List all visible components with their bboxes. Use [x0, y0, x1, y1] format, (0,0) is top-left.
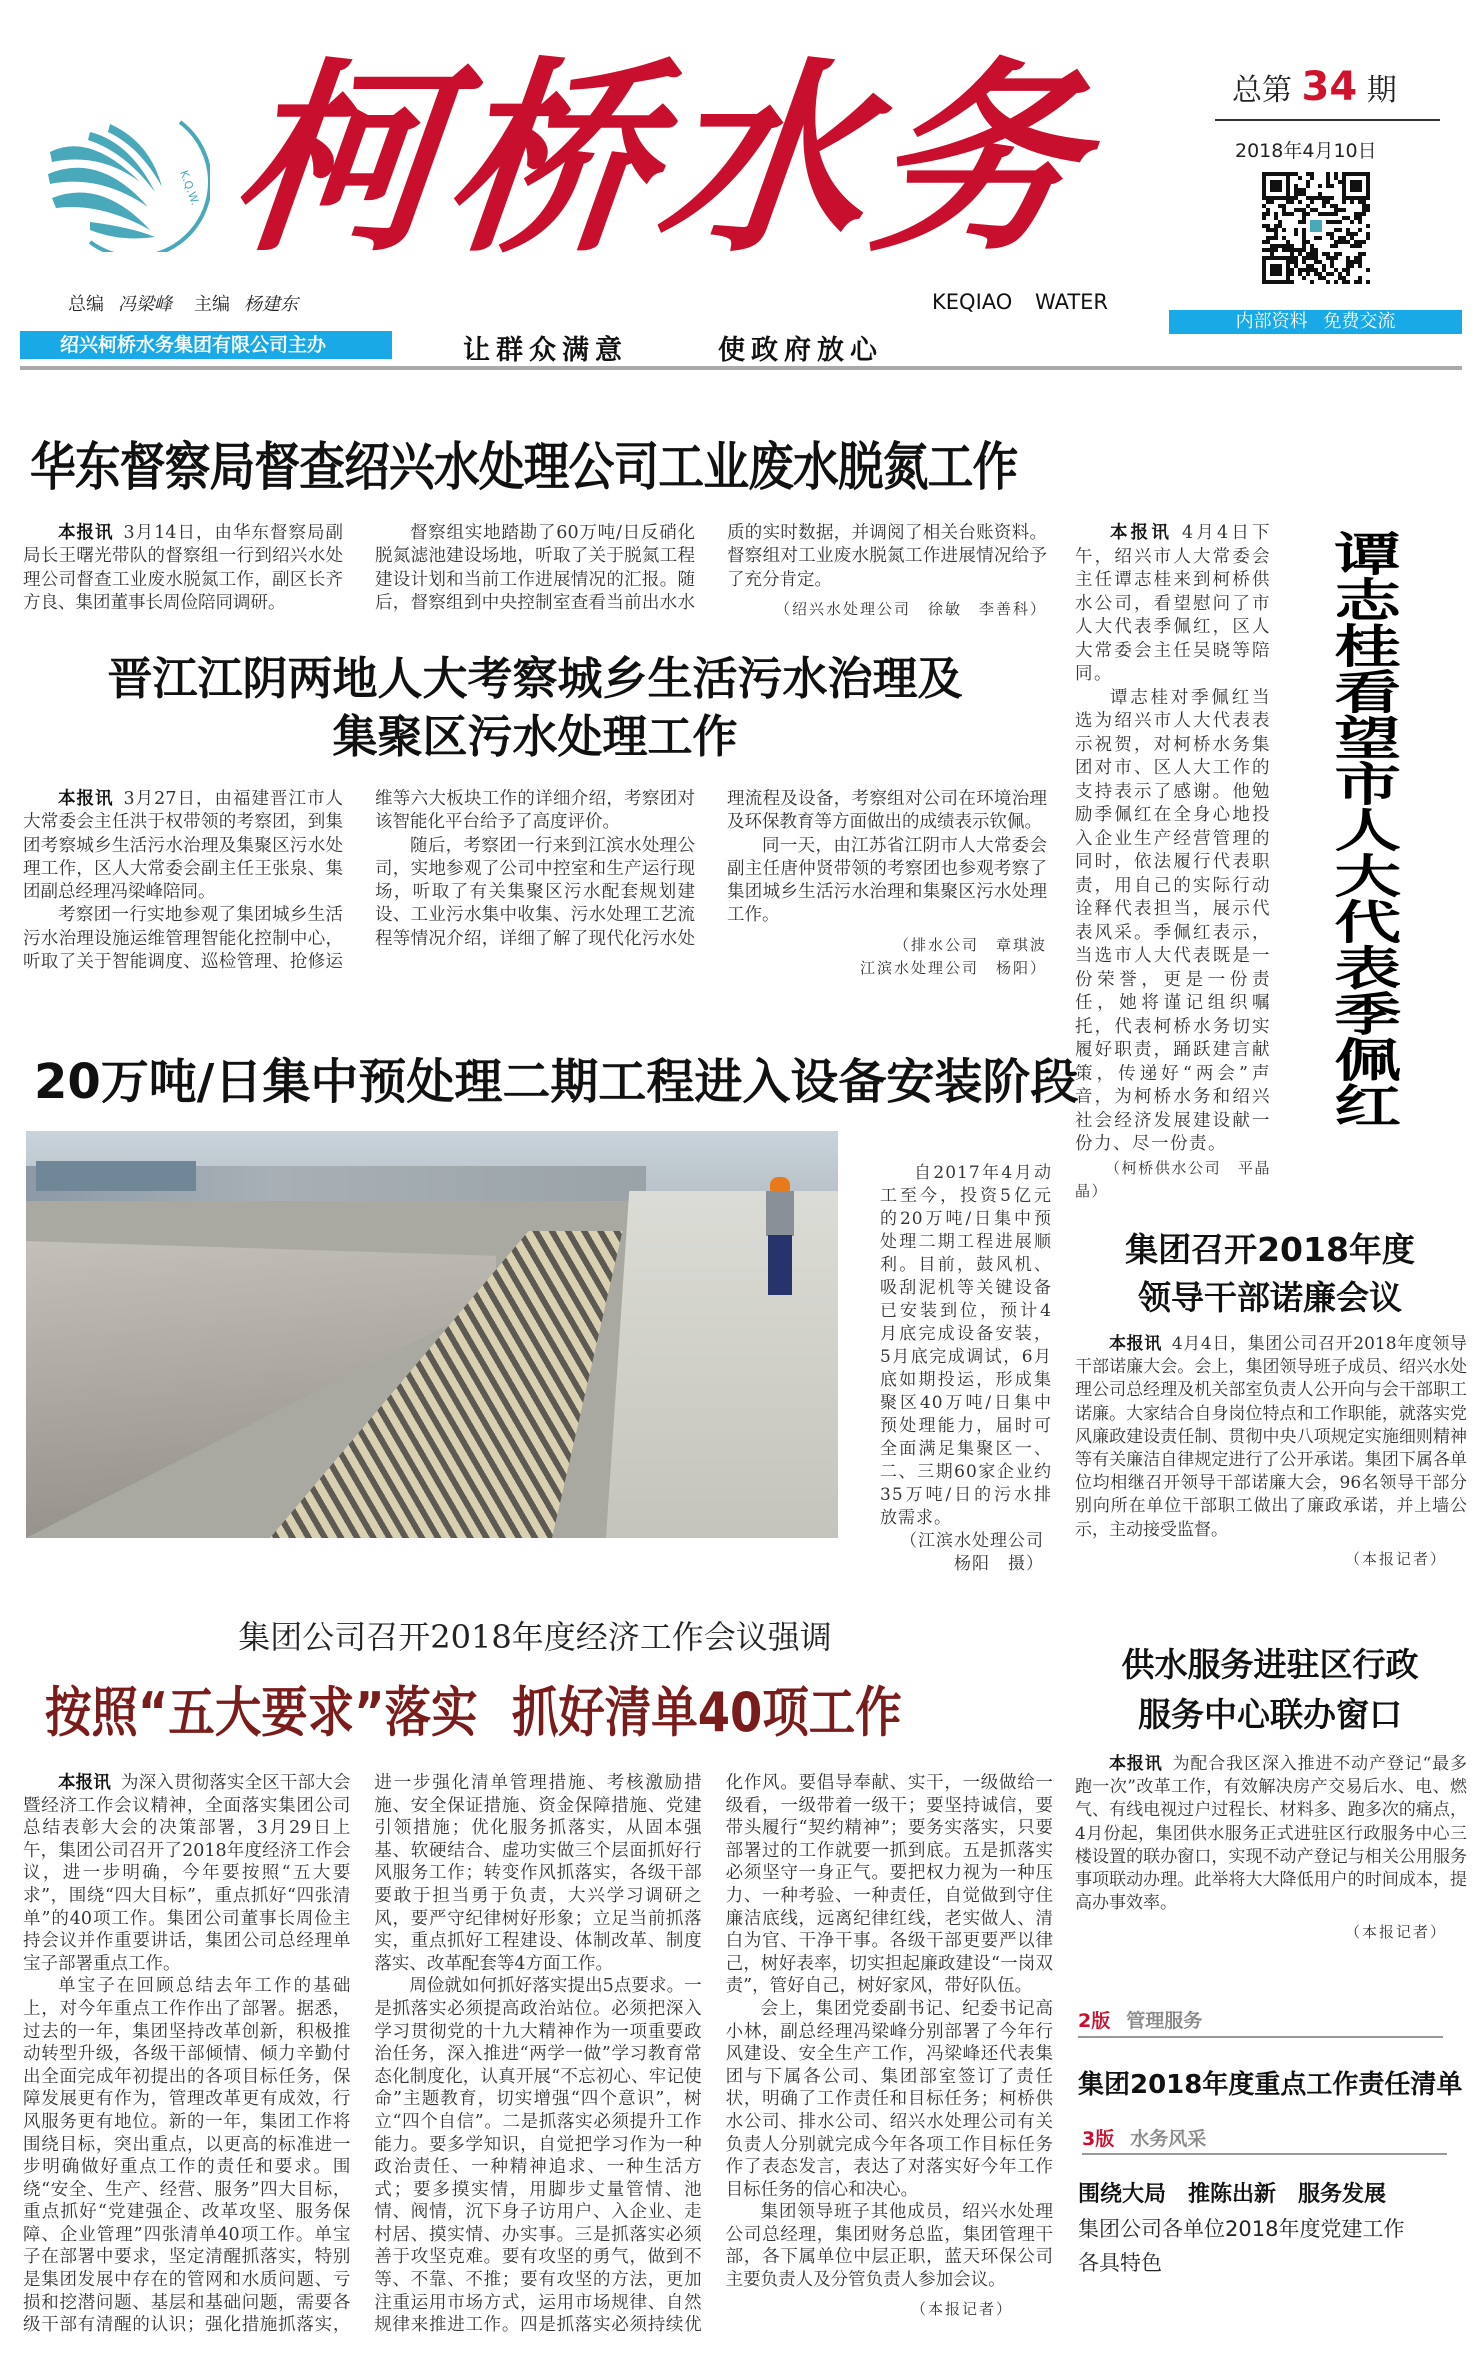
article1-headline[interactable]: 华东督察局督查绍兴水处理公司工业废水脱氮工作 [30, 438, 1018, 498]
headline-line: 集团召开2018年度 [1125, 1230, 1415, 1269]
article7-headline[interactable] [1075, 1640, 1465, 1740]
article2-body [23, 788, 1047, 980]
caption-text: 自2017年4月动工至今，投资5亿元的20万吨/日集中预处理二期工程进展顺利。目前，鼓风机、吸刮泥机等关键设备已安装到位，预计4月底完成设备安装，5月底完成调试，6月底如期投运，形成集聚区40万吨/日集中预处理能力，届时可全面满足集聚区一、二、三期60家企业约35万吨/日的污水排放需求。 [880, 1163, 1052, 1528]
article2-headline[interactable] [0, 650, 1070, 766]
article-lead: 本报讯 [1109, 1754, 1163, 1774]
article-lead: 本报讯 [58, 1773, 111, 1793]
byline-line: 江滨水处理公司 杨阳） [859, 959, 1047, 978]
article6-paragraph: 周俭就如何抓好落实提出5点要求。一是抓落实必须提高政治站位。必须把深入学习贯彻党的十九大精神作为一项重要政治任务，深入推进“两学一做”学习教育常态化制度化，认真开展“不忘初心、牢记使命”主题教育，切实增强“四个意识”，树立“四个自信”。二是抓落实必须提升工作能力。要多学知识，自觉把学习作为一种政治责任、一种精神追求、一种生活方式；要多摸实情，用脚步丈量管情、池情、阀情，沉下身子访用户、入企业、走村居、摸实情、办实事。三是抓落实必须善于攻坚克难。要有攻坚的勇气，做到不等、不靠、不推；要有攻坚的方法，更加注重运用市场方式，运用市场规律、自然规律来推进工作。四是抓落实必须持续优化作风。要倡导奉献、实干，一级做给一级看，一级带着一级干；要坚持诚信，要带头履行“契约精神”；要务实落实，只要部署过的工作就要一抓到底。五是抓落实必须坚守一身正气。要把权力视为一种压力、一种考验、一种责任，自觉做到守住廉洁底线，远离纪律红线，老实做人、清白为官、干净干事。各级干部更要严以律己，树好表率，切实担起廉政建设“一岗双责”，管好自己，树好家风，带好队伍。 [374, 1773, 1053, 2336]
photo-byline [880, 1530, 1052, 1576]
article7-byline: （本报记者） [1344, 1923, 1447, 1942]
subhead-line: 集团公司各单位2018年度党建工作 [1078, 2217, 1405, 2241]
article2-byline [727, 934, 1047, 981]
issue-suffix: 期 [1366, 73, 1397, 108]
headline-line: 领导干部诺廉会议 [1138, 1278, 1402, 1317]
masthead-title: 柯桥水务 [222, 40, 1100, 280]
paragraph-text: 3月14日，由华东督察局副局长王曙光带队的督察组一行到绍兴水处理公司督查工业废水脱氮工作，副区长齐方良、集团董事长周俭陪同调研。 [23, 523, 344, 613]
editor-in-chief-label: 总编 [68, 294, 104, 315]
edition-number: 2版 [1078, 2010, 1111, 2032]
section-name: 管理服务 [1126, 2010, 1203, 2032]
article6-paragraph [23, 1772, 350, 1975]
article1-paragraph [23, 522, 343, 615]
internal-note: 内部资料 免费交流 [1169, 310, 1462, 334]
article5-paragraph [1075, 1333, 1467, 1542]
article4-paragraph: 谭志桂对季佩红当选为绍兴市人大代表表示祝贺，对柯桥水务集团对市、区人大工作的支持表示了感谢。他勉励季佩红在全身心地投入企业生产经营管理的同时，依法履行代表职责，用自己的实际行动诠释代表担当，展示代表风采。季佩红表示，当选市人大代表既是一份荣誉，更是一份责任，她将谨记组织嘱托，代表柯桥水务切实履好职责，踊跃建言献策，传递好“两会”声音，为柯桥水务和绍兴社会经济发展建设献一份力、尽一份责。 [1075, 687, 1271, 1154]
construction-photo [26, 1131, 838, 1538]
paragraph-text: 为配合我区深入推进不动产登记“最多跑一次”改革工作，有效解决房产交易后水、电、燃气、有线电视过户过程长、材料多、跑多次的痛点，4月份起，集团供水服务正式进驻区行政服务中心三楼设置的联办窗口，实现不动产登记与相关公用服务事项联动办理。此举将大大降低用户的时间成本，提高办事效率。 [1075, 1754, 1467, 1914]
divider [1078, 2036, 1443, 2038]
qr-code[interactable] [1262, 172, 1370, 284]
article4-byline: （柯桥供水公司 平晶晶） [1075, 1158, 1271, 1200]
edition-number: 3版 [1082, 2128, 1115, 2150]
issue-number [1232, 64, 1397, 110]
paragraph-text: 4月4日，集团公司召开2018年度领导干部诺廉大会。会上，集团领导班子成员、绍兴水处理公司总经理及机关部室负责人公开向与会干部职工诺廉。大家结合自身岗位特点和工作职能，就落实党风廉政建设责任制、贯彻中央八项规定实施细则精神等有关廉洁自律规定进行了公开承诺。集团下属各单位均相继召开领导干部诺廉大会，96名领导干部分别向所在单位干部职工做出了廉政承诺，并上墙公示，主动接受监督。 [1075, 1334, 1467, 1540]
page3-subhead[interactable] [1078, 2212, 1404, 2280]
section-name: 水务风采 [1130, 2128, 1207, 2150]
slogan-right: 使政府放心 [718, 335, 883, 366]
article4-paragraph [1075, 522, 1271, 687]
article4-body [1075, 522, 1271, 1204]
headline-line: 服务中心联办窗口 [1138, 1695, 1402, 1734]
headline-line: 集聚区污水处理工作 [332, 710, 738, 763]
page3-guide-label[interactable] [1082, 2124, 1206, 2151]
article2-paragraph: 考察团一行实地参观了集团城乡生活污水治理设施运维管理智能化控制中心，听取了关于智能调度、巡检管理、抢修运维等六大板块工作的详细介绍，考察团对该智能化平台给予了高度评价。 [23, 789, 695, 973]
article5-byline: （本报记者） [1344, 1549, 1447, 1568]
page2-headline[interactable]: 集团2018年度重点工作责任清单 [1078, 2070, 1463, 2100]
article6-paragraph: 集团领导班子其他成员，绍兴水处理公司总经理，集团财务总监，集团管理干部，各下属单位中层正职，蓝天环保公司主要负责人及分管负责人参加会议。 [725, 2202, 1053, 2291]
divider [1082, 2153, 1447, 2155]
english-name: KEQIAO WATER [932, 290, 1109, 314]
article-lead: 本报讯 [58, 523, 114, 543]
article5-body [1075, 1333, 1467, 1571]
article7-paragraph [1075, 1753, 1467, 1915]
headline-part: 按照“五大要求”落实 [45, 1681, 478, 1744]
page3-headline[interactable]: 围绕大局 推陈出新 服务发展 [1078, 2182, 1387, 2207]
article1-byline: （绍兴水处理公司 徐敏 李善科） [774, 599, 1047, 618]
masthead-divider [20, 366, 1462, 370]
headline-part: 抓好清单40项工作 [511, 1681, 902, 1744]
byline-line: （排水公司 章琪波 [893, 935, 1047, 954]
article7-body [1075, 1753, 1467, 1945]
article6-paragraph: 单宝子在回顾总结去年工作的基础上，对今年重点工作作出了部署。据悉，过去的一年，集团坚持改革创新，积极推动转型升级，各级干部倾情、倾力辛勤付出全面完成年初提出的各项目标任务，保障发展更有作为，管理改革更有成效，行风服务更有地位。新的一年，集团工作将围绕目标，突出重点，以更高的标准进一步明确做好重点工作的责任和要求。围绕“安全、生产、经营、服务”四大目标，重点抓好“党建强企、改革攻坚、服务保障、企业管理”四张清单40项工作。单宝子在部署中要求，坚定清醒抓落实，特别是集团发展中存在的管网和水质问题、亏损和挖潜问题、基层和基础问题，需要各级干部有清醒的认识；强化措施抓落实，进一步强化清单管理措施、考核激励措施、安全保证措施、资金保障措施、党建引领措施；优化服务抓落实，从固本强基、软硬结合、虚功实做三个层面抓好行风服务工作；转变作风抓落实，各级干部要敢于担当勇于负责，大兴学习调研之风，要严守纪律树好形象；立足当前抓落实，重点抓好工程建设、体制改革、制度落实、改革配套等4方面工作。 [23, 1773, 702, 2336]
byline-line: 杨阳 摄） [954, 1554, 1044, 1574]
issue-number-value: 34 [1301, 64, 1358, 110]
paragraph-text: 3月27日，由福建晋江市人大常委会主任洪于权带领的考察团，到集团考察城乡生活污水治理及集聚区污水处理工作，区人大常委会副主任王张泉、集团副总经理冯梁峰陪同。 [23, 789, 344, 903]
headline-line: 晋江江阴两地人大考察城乡生活污水治理及 [107, 652, 963, 705]
slogan-left: 让群众满意 [463, 335, 628, 366]
article2-paragraph: 同一天，由江苏省江阴市人大常委会副主任唐仲贤带领的考察团也参观考察了集团城乡生活污水治理和集聚区污水处理工作。 [727, 835, 1047, 926]
article6-body [23, 1772, 1053, 2337]
page2-guide-label[interactable] [1078, 2006, 1202, 2033]
chief-editor-name: 杨建东 [244, 294, 298, 315]
article2-paragraph: 随后，考察团一行来到江滨水处理公司，实地参观了公司中控室和生产运行现场，听取了有关集聚区污水配套规划建设、工业污水集中收集、污水处理工艺流程等情况介绍，详细了解了现代化污水处理流程及设备，考察组对公司在环境治理及环保教育等方面做出的成绩表示钦佩。 [375, 789, 1047, 949]
article1-body [23, 522, 1047, 621]
article6-kicker: 集团公司召开2018年度经济工作会议强调 [238, 1618, 832, 1656]
article6-paragraph: 会上，集团党委副书记、纪委书记高小林，副总经理冯梁峰分别部署了今年行风建设、安全生产工作，冯梁峰还代表集团与下属各公司、集团部室签订了责任状，明确了工作责任和目标任务；柯桥供水公司、排水公司、绍兴水处理公司有关负责人分别就完成今年各项工作目标任务作了表态发言，表达了对落实好今年工作目标任务的信心和决心。 [725, 1998, 1053, 2200]
article-lead: 本报讯 [1110, 523, 1173, 543]
article-lead: 本报讯 [1109, 1334, 1162, 1354]
newspaper-logo [30, 112, 210, 252]
article2-paragraph [23, 788, 343, 904]
article5-headline[interactable] [1075, 1226, 1465, 1322]
issue-prefix: 总第 [1232, 73, 1292, 108]
article6-byline: （本报记者） [910, 2299, 1013, 2318]
svg-text:K.Q.W.: K.Q.W. [177, 168, 202, 207]
issue-date: 2018年4月10日 [1235, 140, 1377, 162]
logo-wave-icon [30, 112, 210, 252]
photo-caption [880, 1162, 1052, 1576]
article6-headline[interactable] [45, 1670, 902, 1747]
article-lead: 本报讯 [58, 789, 114, 809]
headline-line: 供水服务进驻区行政 [1121, 1645, 1419, 1684]
paragraph-text: 为深入贯彻落实全区干部大会暨经济工作会议精神，全面落实集团公司总结表彰大会的决策部署，3月29日上午，集团公司召开了2018年度经济工作会议，进一步明确，今年要按照“五大要求”，围绕“四大目标”，重点抓好“四张清单”的40项工作。集团公司董事长周俭主持会议并作重要讲话，集团公司总经理单宝子部署重点工作。 [23, 1773, 351, 1974]
editors-line [68, 290, 320, 316]
article4-headline[interactable]: 谭志桂看望市人大代表季佩红 [1324, 530, 1403, 1128]
host-banner: 绍兴柯桥水务集团有限公司主办 [20, 331, 392, 359]
paragraph-text: 4月4日下午，绍兴市人大常委会主任谭志桂来到柯桥供水公司，看望慰问了市人大代表季佩红，区人大常委会主任吴晓等陪同。 [1075, 523, 1271, 684]
qr-code-icon [1262, 172, 1370, 284]
divider [1215, 119, 1440, 121]
chief-editor-label: 主编 [194, 294, 230, 315]
article3-headline[interactable]: 20万吨/日集中预处理二期工程进入设备安装阶段 [34, 1054, 1079, 1110]
subhead-line: 各具特色 [1078, 2251, 1162, 2275]
article1-paragraph: 督察组实地踏勘了60万吨/日反硝化脱氮滤池建设场地，听取了关于脱氮工程建设计划和当前工作进展情况的汇报。随后，督察组到中央控制室查看当前出水水质的实时数据，并调阅了相关台账资料。督察组对工业废水脱氮工作进展情况给予了充分肯定。 [375, 523, 1047, 613]
byline-line: （江滨水处理公司 [900, 1531, 1044, 1551]
editor-in-chief-name: 冯梁峰 [118, 294, 172, 315]
